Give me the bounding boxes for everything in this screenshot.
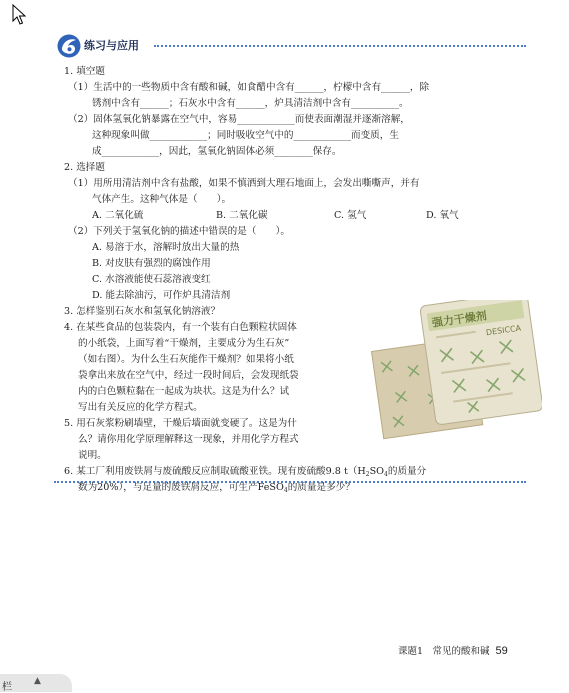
q6-line-2: 数为20%），与足量的废铁屑反应，可生产FeSO$_4$的质量是多少？	[78, 482, 355, 494]
q4-line-4: 袋拿出来放在空气中，经过一段时间后，会发现纸袋	[78, 370, 299, 381]
q2-line-3: （2）下列关于氢氧化钠的描述中错误的是（ ）。	[68, 226, 290, 237]
q2-option-c: C. 氢气	[334, 210, 367, 221]
q4-line-6: 写出有关反应的化学方程式。	[78, 402, 203, 413]
q5-line-1: 5. 用石灰浆粉刷墙壁，干燥后墙面就变硬了。这是为什	[64, 418, 297, 429]
desiccant-label: 强力干燥剂	[431, 309, 488, 330]
q2-choice-b: B. 对皮肤有强烈的腐蚀作用	[92, 258, 211, 269]
q6-line-1: 6. 某工厂利用废铁屑与废硫酸反应制取硫酸亚铁。现有废硫酸9.8 $t(H_2SO_4$的质量分	[64, 466, 427, 478]
q4-line-5: 内的白色颗粒黏在一起成为块状。这是为什么？试	[78, 386, 290, 397]
q2-option-d: D. 氧气	[426, 210, 459, 221]
q1-line-1: （1）生活中的一些物质中含有酸和碱，如食醋中含有______，柠檬中含有______，除	[68, 82, 430, 93]
chevron-up-icon: ▲	[34, 676, 41, 686]
section-divider	[54, 481, 526, 483]
q2-title: 2. 选择题	[64, 162, 105, 173]
exercise-logo-icon	[56, 34, 82, 58]
q4-line-1: 4. 在某些食品的包装袋内，有一个装有白色颗粒状固体	[64, 322, 297, 333]
page-footer	[398, 643, 508, 657]
desiccant-packet-photo	[370, 300, 542, 456]
q3-line-1: 3. 怎样鉴别石灰水和氢氧化钠溶液？	[64, 306, 221, 317]
q2-option-a: A. 二氧化硫	[92, 210, 144, 221]
panel-tab-label: 栏	[2, 682, 12, 693]
section-header	[56, 34, 526, 58]
q1-line-2: 锈剂中含有______；石灰水中含有______，炉具清洁剂中含有__________。	[92, 98, 409, 109]
q1-line-4: 这种现象叫做____________；同时吸收空气中的____________而变质，生	[92, 130, 399, 141]
q1-line-5: 成____________，因此，氢氧化钠固体必须________保存。	[92, 146, 342, 157]
section-title: 练习与应用	[84, 39, 139, 52]
q2-choice-a: A. 易溶于水，溶解时放出大量的热	[92, 242, 240, 253]
desiccant-label-english: DESICCA	[485, 323, 522, 338]
q1-line-3: （2）固体氢氧化钠暴露在空气中，容易____________而使表面潮湿并逐渐溶解，	[68, 114, 410, 125]
q4-line-2: 的小纸袋，上面写着“干燥剂，主要成分为生石灰”	[78, 338, 290, 349]
q5-line-3: 说明。	[78, 450, 107, 461]
q4-line-3: （如右图）。为什么生石灰能作干燥剂？如果将小纸	[78, 354, 294, 365]
q1-title: 1. 填空题	[64, 66, 105, 77]
header-dotted-rule	[154, 45, 526, 47]
q2-choice-c: C. 水溶液能使石蕊溶液变红	[92, 274, 211, 285]
q2-option-b: B. 二氧化碳	[216, 210, 268, 221]
q2-line-2: 气体产生。这种气体是（ ）。	[92, 194, 232, 205]
chapter-label: 课题1 常见的酸和碱	[398, 646, 490, 657]
collapsed-panel-tab[interactable]	[0, 674, 72, 692]
mouse-pointer-icon	[12, 4, 26, 26]
q2-choice-d: D. 能去除油污，可作炉具清洁剂	[92, 290, 231, 301]
q5-line-2: 么？请你用化学原理解释这一现象，并用化学方程式	[78, 434, 299, 445]
q2-line-1: （1）用所用清洁剂中含有盐酸，如果不慎洒到大理石地面上，会发出嘶嘶声，并有	[68, 178, 420, 189]
page-number: 59	[495, 645, 508, 657]
